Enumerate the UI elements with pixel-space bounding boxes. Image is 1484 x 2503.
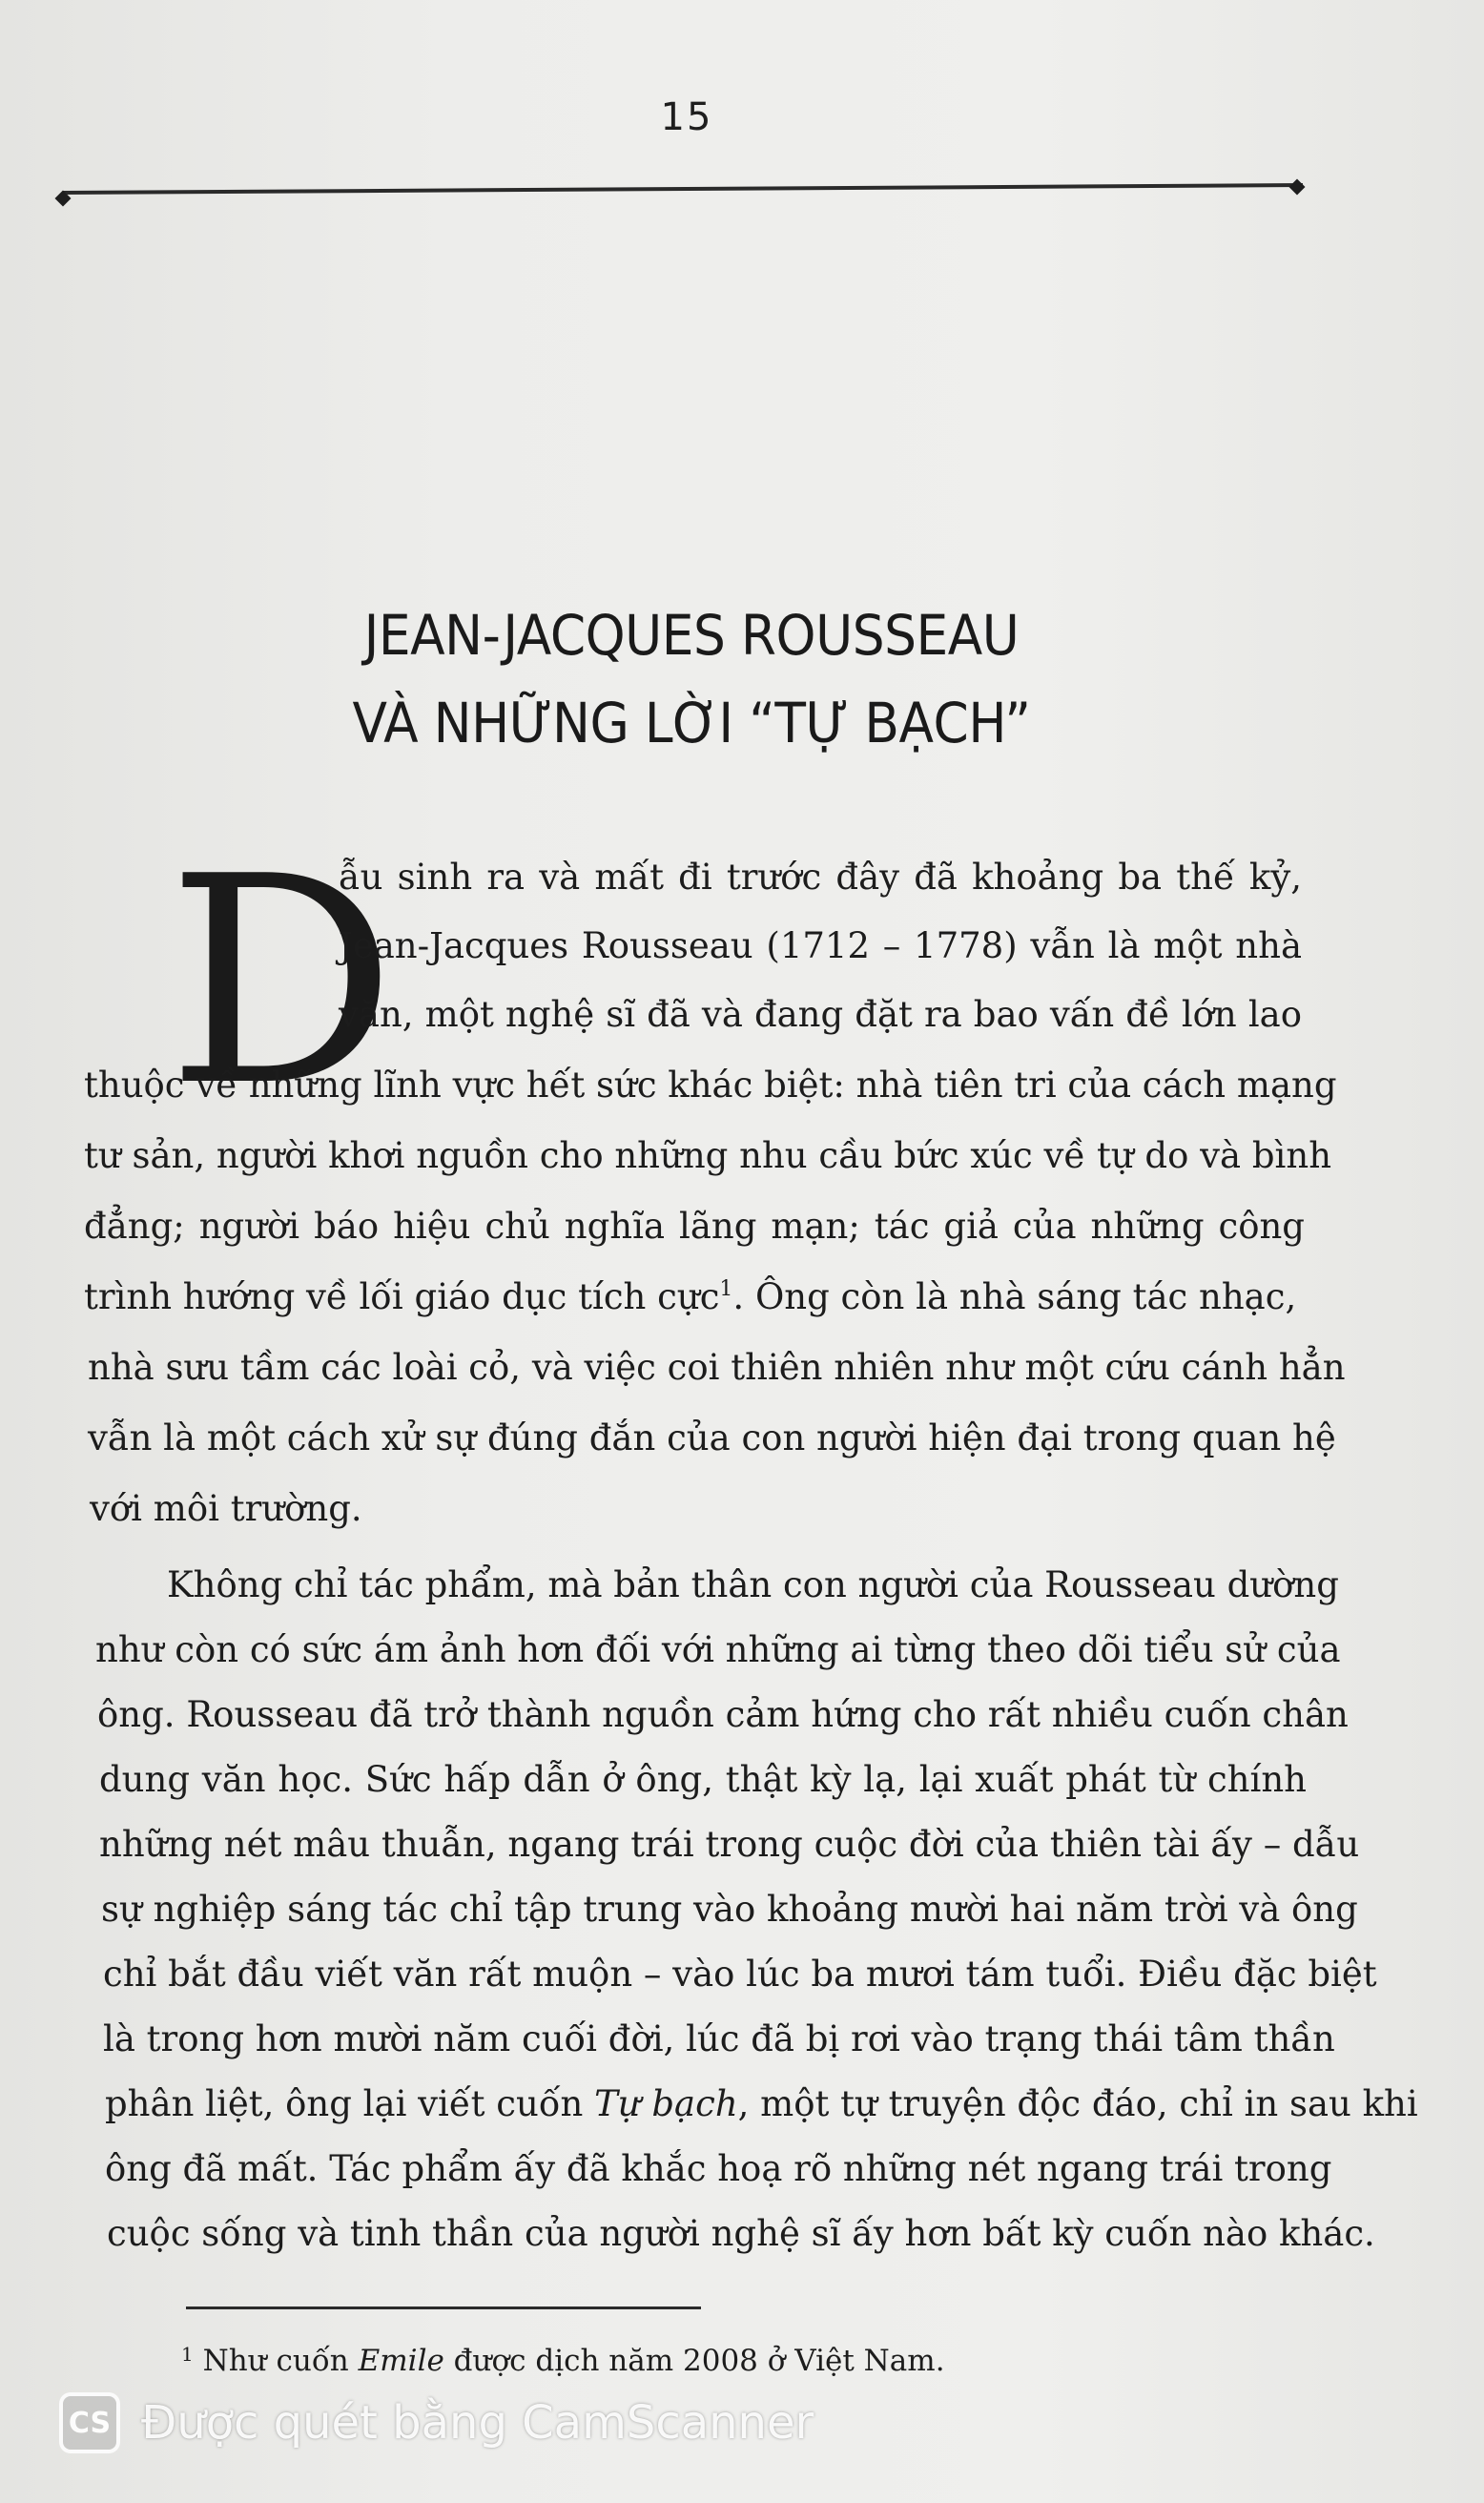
paragraph-2-line: ông. Rousseau đã trở thành nguồn cảm hứng cho rất nhiều cuốn chân: [97, 1694, 1349, 1735]
chapter-title: [187, 591, 1196, 767]
footnote-text: được dịch năm 2008 ở Việt Nam.: [443, 2344, 945, 2378]
paragraph-1-line: thuộc về những lĩnh vực hết sức khác biệt: nhà tiên tri của cách mạng: [84, 1065, 1337, 1106]
book-title-italic: Tự bạch: [594, 2083, 738, 2124]
footnote: [181, 2343, 945, 2378]
chapter-title-line-1: JEAN-JACQUES ROUSSEAU: [363, 603, 1020, 668]
header-rule-right-dot: [1289, 179, 1306, 196]
camscanner-logo-icon: CS: [59, 2392, 120, 2453]
paragraph-2-line: chỉ bắt đầu viết văn rất muộn – vào lúc ba mươi tám tuổi. Điều đặc biệt: [103, 1954, 1377, 1995]
paragraph-2-line: sự nghiệp sáng tác chỉ tập trung vào khoảng mười hai năm trời và ông: [101, 1889, 1358, 1930]
paragraph-1-line: ẫu sinh ra và mất đi trước đây đã khoảng ba thế kỷ,: [339, 857, 1302, 898]
paragraph-2-text: , một tự truyện độc đáo, chỉ in sau khi: [737, 2083, 1418, 2124]
header-rule: [63, 183, 1303, 195]
paragraph-2-line: cuộc sống và tinh thần của người nghệ sĩ ấy hơn bất kỳ cuốn nào khác.: [107, 2213, 1375, 2254]
footnote-text: Như cuốn: [193, 2344, 359, 2378]
paragraph-2-line: Không chỉ tác phẩm, mà bản thân con người của Rousseau dường: [167, 1564, 1339, 1605]
page-number: 15: [660, 95, 713, 139]
paragraph-2-text: phân liệt, ông lại viết cuốn: [105, 2083, 595, 2124]
paragraph-2-line: là trong hơn mười năm cuối đời, lúc đã bị rơi vào trạng thái tâm thần: [103, 2018, 1335, 2059]
paragraph-1-line: đẳng; người báo hiệu chủ nghĩa lãng mạn; tác giả của những công: [84, 1206, 1305, 1247]
paragraph-1-line: Jean-Jacques Rousseau (1712 – 1778) vẫn là một nhà: [339, 925, 1302, 966]
footnote-italic: Emile: [358, 2344, 444, 2378]
chapter-title-line-2: VÀ NHỮNG LỜI “TỰ BẠCH”: [352, 691, 1031, 755]
drop-cap: D: [167, 816, 397, 1148]
paragraph-1-line: với môi trường.: [90, 1488, 362, 1529]
paragraph-1-line-with-footnote: [84, 1276, 1305, 1317]
paragraph-1-line: vẫn là một cách xử sự đúng đắn của con người hiện đại trong quan hệ: [88, 1417, 1336, 1458]
camscanner-watermark-text: Được quét bằng CamScanner: [141, 2396, 814, 2450]
paragraph-2-line: dung văn học. Sức hấp dẫn ở ông, thật kỳ lạ, lại xuất phát từ chính: [99, 1759, 1307, 1800]
paragraph-1-text: . Ông còn là nhà sáng tác nhạc,: [732, 1276, 1297, 1317]
paragraph-1-line: nhà sưu tầm các loài cỏ, và việc coi thiên nhiên như một cứu cánh hẳn: [88, 1347, 1346, 1388]
footnote-marker: 1: [181, 2343, 194, 2366]
paragraph-1-text: trình hướng về lối giáo dục tích cực: [84, 1276, 720, 1317]
paragraph-1-line: tư sản, người khơi nguồn cho những nhu cầu bức xúc về tự do và bình: [84, 1135, 1332, 1176]
footnote-rule: [186, 2306, 701, 2309]
paragraph-2-line: những nét mâu thuẫn, ngang trái trong cuộc đời của thiên tài ấy – dẫu: [99, 1824, 1360, 1865]
paragraph-2-line: ông đã mất. Tác phẩm ấy đã khắc hoạ rõ những nét ngang trái trong: [105, 2148, 1332, 2189]
paragraph-2-line: như còn có sức ám ảnh hơn đối với những ai từng theo dõi tiểu sử của: [95, 1629, 1341, 1670]
paragraph-2-line-with-italic: [105, 2083, 1418, 2124]
paragraph-1-line: văn, một nghệ sĩ đã và đang đặt ra bao vấn đề lớn lao: [339, 994, 1302, 1035]
footnote-reference: 1: [719, 1277, 733, 1301]
camscanner-watermark: [59, 2385, 814, 2461]
